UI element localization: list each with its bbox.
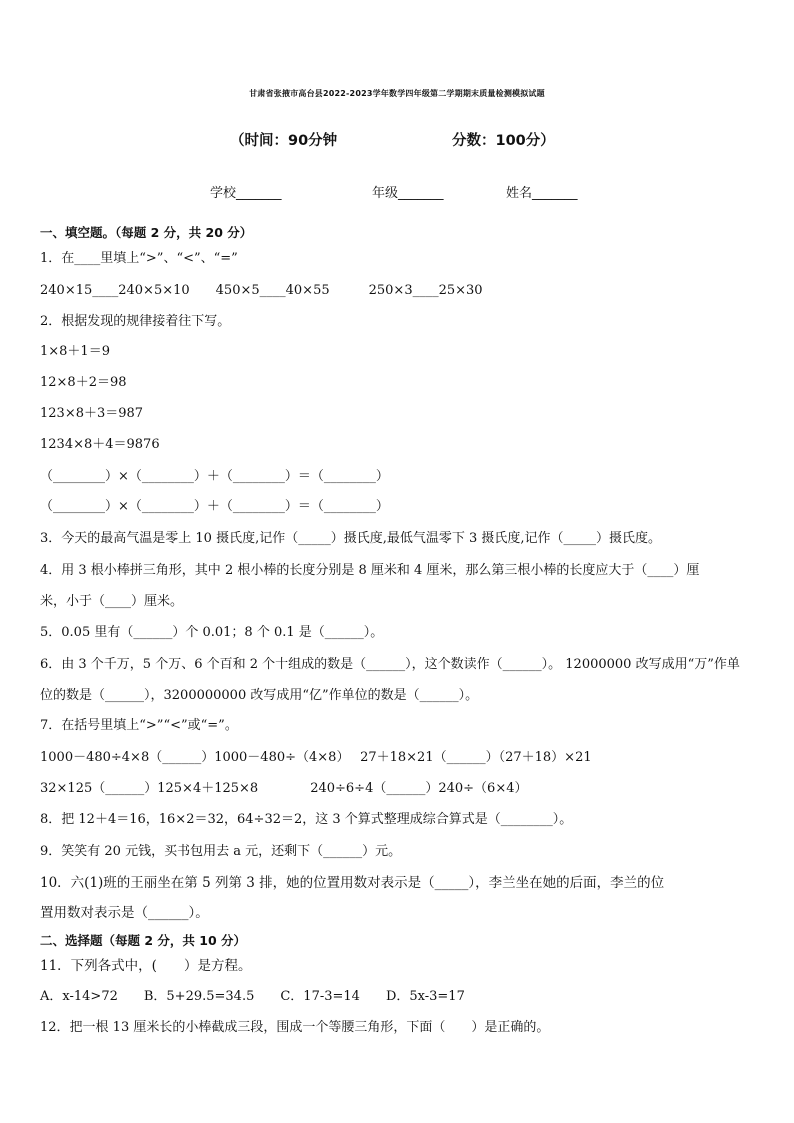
question-line: 123×8＋3＝987 [40, 406, 144, 421]
question-line: 5．0.05 里有（______）个 0.01；8 个 0.1 是（______）。 [40, 625, 384, 640]
question-line: 1000－480÷4×8（______）1000－480÷（4×8） 27＋18×21（______）（27＋18）×21 [40, 750, 592, 765]
question-line: 9．笑笑有 20 元钱，买书包用去 a 元，还剩下（______）元。 [40, 844, 402, 859]
question-line: 1×8＋1＝9 [40, 344, 110, 359]
question-line: 1234×8＋4＝9876 [40, 437, 160, 452]
question-line: 3．今天的最高气温是零上 10 摄氏度,记作（_____）摄氏度,最低气温零下 3 摄氏度,记作（_____）摄氏度。 [40, 531, 662, 546]
question-line: 11．下列各式中，( ）是方程。 [40, 958, 252, 974]
section-heading-fill: 一、填空题。（每题 2 分，共 20 分） [40, 225, 253, 240]
question-line: 10．六(1)班的王丽坐在第 5 列第 3 排，她的位置用数对表示是（_____），李兰坐在她的后面，李兰的位 [40, 875, 665, 891]
question-line: 置用数对表示是（______）。 [40, 905, 209, 921]
question-line: 32×125（______）125×4＋125×8 240÷6÷4（______）240÷（6×4） [40, 781, 528, 796]
exam-time: （时间：90分钟 [230, 133, 338, 149]
question-line: 12．把一根 13 厘米长的小棒截成三段，围成一个等腰三角形，下面（ ）是正确的。 [40, 1020, 550, 1035]
question-line: 240×15____240×5×10 450×5____40×55 250×3____25×30 [40, 283, 483, 298]
question-line: 2．根据发现的规律接着往下写。 [40, 314, 231, 329]
question-line: 米，小于（____）厘米。 [40, 594, 184, 609]
question-line: （________）×（________）＋（________）＝（________） [40, 499, 389, 514]
question-line: （________）×（________）＋（________）＝（________） [40, 469, 389, 484]
question-line: 4．用 3 根小棒拼三角形，其中 2 根小棒的长度分别是 8 厘米和 4 厘米，那么第三根小棒的长度应大于（____）厘 [40, 563, 700, 578]
school-field: 学校_______ [210, 186, 282, 201]
exam-score: 分数：100分） [452, 133, 555, 149]
grade-field: 年级_______ [372, 186, 444, 201]
question-line: 6．由 3 个千万，5 个万、6 个百和 2 个十组成的数是（______），这个数读作（______）。 12000000 改写成用“万”作单 [40, 657, 740, 672]
question-line: 位的数是（______），3200000000 改写成用“亿”作单位的数是（______）。 [40, 688, 479, 703]
question-line: 7．在括号里填上“>”“<”或“=”。 [40, 718, 238, 733]
question-line: 1．在____里填上“>”、“<”、“=” [40, 251, 238, 266]
question-line: A．x-14>72 B．5+29.5=34.5 C．17-3=14 D．5x-3=17 [40, 989, 465, 1004]
name-field: 姓名_______ [506, 186, 578, 201]
section-heading-choice: 二、选择题（每题 2 分，共 10 分） [40, 933, 247, 948]
exam-title: 甘肃省张掖市高台县2022-2023学年数学四年级第二学期期末质量检测模拟试题 [249, 89, 545, 98]
question-line: 8．把 12＋4＝16，16×2＝32，64÷32＝2，这 3 个算式整理成综合算式是（________）。 [40, 812, 573, 827]
question-line: 12×8＋2＝98 [40, 375, 127, 390]
